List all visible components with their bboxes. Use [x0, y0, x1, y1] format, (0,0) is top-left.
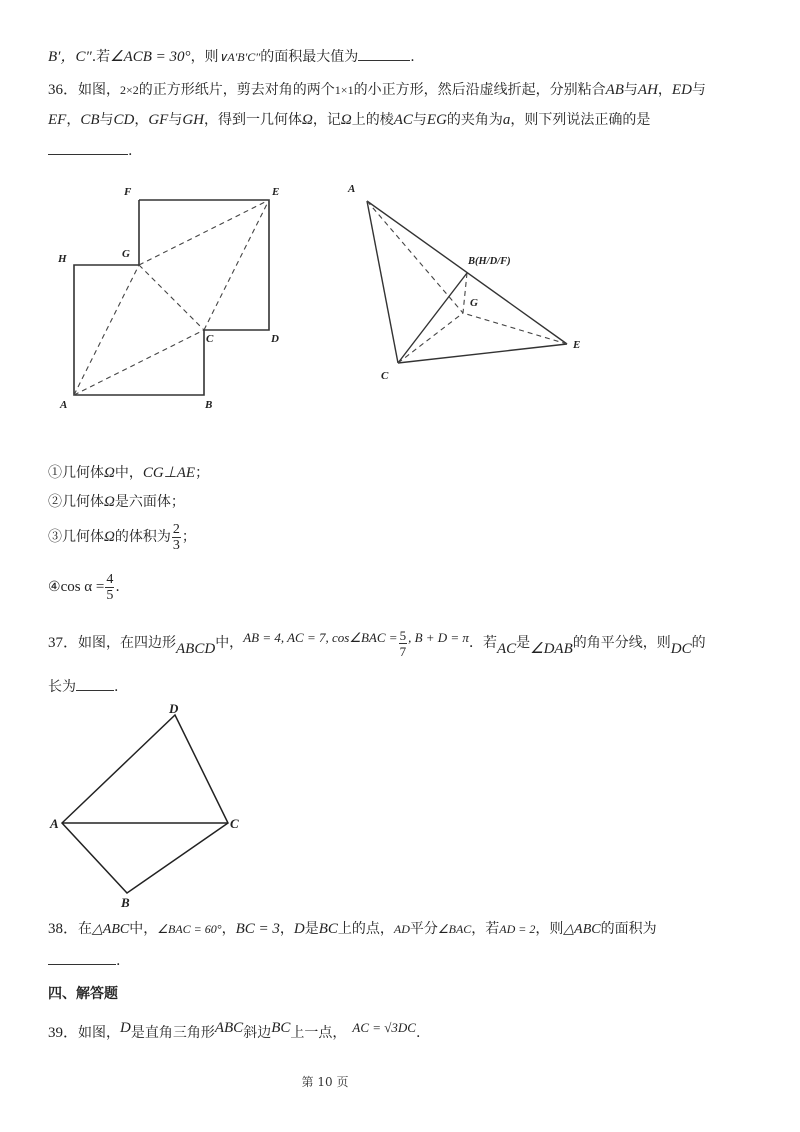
q37-quad: ABCD — [176, 641, 216, 657]
q39-text: 如图， — [78, 1025, 121, 1041]
q35-text: 的面积最大值为 — [260, 49, 359, 65]
option-text: 是六面体； — [114, 494, 185, 510]
q36-segment: CD — [113, 112, 135, 128]
q36-segment: CB — [80, 112, 100, 128]
q35-text: .若 — [91, 49, 111, 65]
q36-text: 的夹角为 — [446, 112, 503, 128]
q36-text: 与 — [691, 82, 706, 98]
omega-symbol: Ω — [104, 529, 115, 545]
label-C2: C — [381, 370, 389, 382]
fraction-numerator: 2 — [172, 521, 180, 537]
q37-text: 中， — [215, 635, 244, 651]
q37-period: . — [114, 679, 119, 695]
omega-symbol: Ω — [104, 465, 115, 481]
q36-segment: EG — [426, 112, 447, 128]
q37-segment: AC — [496, 641, 517, 657]
question-number: 37． — [48, 635, 79, 651]
q38-segment: AD — [393, 922, 410, 936]
q38-angle: ∠BAC = 60° — [157, 922, 222, 936]
q36-option-4 — [48, 570, 120, 604]
q36-text: 与 — [99, 112, 114, 128]
q38-segment: BC — [318, 921, 338, 937]
option-marker: ① — [48, 465, 62, 481]
q36-text: ，记 — [312, 112, 341, 128]
label-B: B — [121, 895, 130, 910]
section-title: 四、解答题 — [48, 986, 118, 1002]
q35-text: ，则 — [190, 49, 219, 65]
fraction-denominator: 7 — [399, 643, 407, 659]
q38-point: D — [293, 921, 305, 937]
q37-text: ．若 — [468, 635, 497, 651]
option-marker: ④ — [48, 579, 61, 595]
q38-angle: ∠BAC — [437, 922, 472, 936]
q38-text: 上的点， — [337, 921, 394, 937]
q36-size: 2×2 — [120, 83, 139, 97]
q38-text: ，若 — [471, 921, 500, 937]
q36-segment: AB — [605, 82, 624, 98]
q39-text: 斜边 — [243, 1025, 272, 1041]
label-B-HDF: B(H/D/F) — [468, 256, 511, 267]
fraction-numerator: 5 — [399, 627, 407, 643]
question-number: 39． — [48, 1025, 79, 1041]
q35-triangle: ∨A′B′C″ — [218, 50, 261, 64]
q36-segment: GH — [182, 112, 205, 128]
label-H: H — [58, 253, 67, 265]
option-marker: ③ — [48, 529, 62, 545]
omega-symbol: Ω — [340, 112, 352, 128]
q36-segment: AH — [637, 82, 658, 98]
q36-segment: GF — [148, 112, 169, 128]
page-number: 第 10 页 — [301, 1075, 349, 1089]
q39-triangle: ABC — [214, 1020, 244, 1036]
q37-text: 的角平分线，则 — [572, 635, 671, 651]
label-A2: A — [348, 183, 356, 195]
q38-text: ， — [279, 921, 294, 937]
q36-text: 与 — [168, 112, 183, 128]
question-number: 36． — [48, 82, 79, 98]
q38-triangle: △ABC — [563, 922, 601, 937]
q39-text: 是直角三角形 — [130, 1025, 215, 1041]
q36-segment: AC — [393, 112, 413, 128]
fraction — [399, 628, 408, 659]
label-F: F — [124, 186, 132, 198]
q36-text: 如图， — [78, 82, 121, 98]
q37-text: 的 — [691, 635, 706, 651]
q36-text: 与 — [623, 82, 638, 98]
q36-size: 1×1 — [334, 83, 354, 97]
q37-text: 如图，在四边形 — [78, 635, 177, 651]
q39-line1 — [48, 1018, 420, 1048]
q36-text: 与 — [412, 112, 427, 128]
fraction-numerator: 4 — [106, 571, 114, 587]
q36-period: . — [128, 143, 133, 159]
label-C: C — [230, 816, 239, 831]
q38-triangle: △ABC — [92, 922, 130, 937]
q37-angle: ∠DAB — [530, 641, 573, 657]
q38-given: BC = 3 — [235, 921, 280, 937]
q37-given: , B + D = π — [408, 630, 469, 645]
q38-text: 的面积为 — [600, 921, 657, 937]
q36-option-3 — [48, 520, 196, 554]
q37-line2 — [48, 676, 118, 697]
q36-option-1 — [48, 463, 209, 483]
option-text: 的体积为 — [114, 529, 171, 545]
q36-text: ，得到一几何体 — [204, 112, 303, 128]
q36-text: 上的棱 — [351, 112, 394, 128]
label-A: A — [60, 399, 68, 411]
fraction-denominator: 5 — [106, 587, 114, 603]
q39-point: D — [120, 1020, 131, 1036]
figure-quadrilateral — [0, 700, 300, 910]
q38-line1 — [48, 919, 657, 940]
q38-text: 中， — [129, 921, 158, 937]
option-text: 几何体 — [62, 529, 104, 545]
q36-segment: EF — [48, 112, 67, 128]
fraction — [172, 522, 181, 553]
option-end: . — [115, 579, 120, 595]
answer-blank — [48, 950, 116, 965]
q37-text: 是 — [516, 635, 531, 651]
q35-points: B′，C″ — [48, 49, 92, 65]
fraction — [105, 572, 114, 603]
option-end: ； — [181, 529, 196, 545]
omega-symbol: Ω — [104, 494, 115, 510]
q35-condition: ∠ACB = 30° — [110, 49, 191, 65]
question-number: 38． — [48, 921, 79, 937]
q38-text: ，则 — [535, 921, 564, 937]
q36-segment: ED — [671, 82, 692, 98]
option-text: 几何体 — [62, 465, 104, 481]
q36-text: ， — [134, 112, 149, 128]
q37-given: AB = 4, AC = 7, cos∠BAC = — [243, 630, 398, 645]
q38-text: 在 — [78, 921, 93, 937]
q36-text: ，则下列说法正确的是 — [510, 112, 651, 128]
option-text: 中， — [114, 465, 143, 481]
q39-segment: BC — [271, 1020, 291, 1036]
option-math: cos α = — [60, 579, 105, 595]
option-text: 几何体 — [62, 494, 104, 510]
q36-text: ， — [657, 82, 672, 98]
q38-blank-line — [48, 950, 120, 971]
q36-text: 的小正方形，然后沿虚线折起，分别粘合 — [353, 82, 606, 98]
label-G2: G — [470, 297, 478, 309]
q36-option-2 — [48, 492, 185, 512]
answer-blank — [76, 676, 114, 691]
label-D: D — [169, 701, 179, 716]
q37-segment: DC — [670, 641, 692, 657]
q38-text: 是 — [304, 921, 319, 937]
option-marker: ② — [48, 494, 62, 510]
q36-text: 的正方形纸片，剪去对角的两个 — [138, 82, 335, 98]
figure-net — [0, 0, 800, 420]
q37-line1 — [48, 626, 706, 660]
q38-given: AD = 2 — [499, 922, 536, 936]
label-B: B — [205, 399, 213, 411]
q39-equation: AC = √3DC — [352, 1020, 416, 1035]
q37-text: 长为 — [48, 679, 76, 695]
option-math: CG⊥AE — [142, 465, 196, 481]
q39-text: 上一点， — [290, 1025, 347, 1041]
alpha-symbol: a — [502, 112, 511, 128]
q36-text: ， — [66, 112, 81, 128]
q35-period: . — [410, 49, 415, 65]
option-end: ； — [195, 465, 210, 481]
q38-text: ， — [221, 921, 236, 937]
omega-symbol: Ω — [302, 112, 313, 128]
q38-text: 平分 — [409, 921, 438, 937]
fraction-denominator: 3 — [172, 537, 180, 553]
label-E2: E — [573, 339, 581, 351]
label-A: A — [50, 816, 59, 831]
label-D: D — [271, 333, 279, 345]
label-E: E — [272, 186, 280, 198]
label-C: C — [206, 333, 214, 345]
q39-period: . — [415, 1025, 421, 1041]
q38-period: . — [116, 953, 121, 969]
label-G: G — [122, 248, 130, 260]
